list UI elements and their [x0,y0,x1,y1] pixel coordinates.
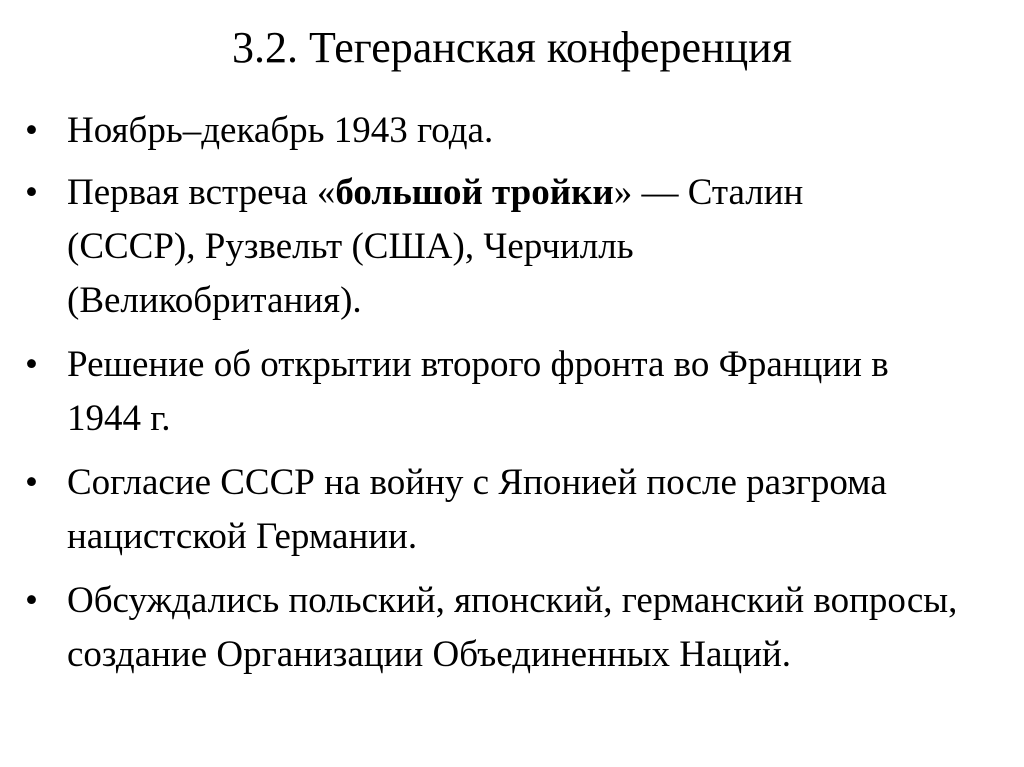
bullet-text: Решение об открытии второго фронта во Франции в 1944 г. [67,344,889,439]
bullet-text: Согласие СССР на войну с Японией после разгрома нацистской Германии. [67,462,887,557]
bullet-list [25,104,1015,692]
bullet-item-second-front [25,338,905,446]
bullet-item-big-three [25,166,865,328]
bullet-item-japan-war [25,456,945,564]
slide-title: 3.2. Тегеранская конференция [232,23,792,72]
bullet-icon: • [25,580,38,621]
bullet-icon: • [25,462,38,503]
bullet-icon: • [25,344,38,385]
bullet-text-after: » — Сталин (СССР), Рузвельт (США), Черчилль (Великобритания). [67,172,804,321]
bullet-text: Ноябрь–декабрь 1943 года. [67,110,494,151]
bullet-icon: • [25,172,38,213]
bullet-icon: • [25,110,38,151]
bullet-item-discussed-questions [25,574,1015,682]
bullet-text-emphasis: большой тройки [335,172,614,213]
bullet-text-before: Первая встреча « [67,172,336,213]
bullet-text: Обсуждались польский, японский, германский вопросы, создание Организации Объединенных Наций. [67,580,958,675]
bullet-item-dates [25,104,1015,158]
